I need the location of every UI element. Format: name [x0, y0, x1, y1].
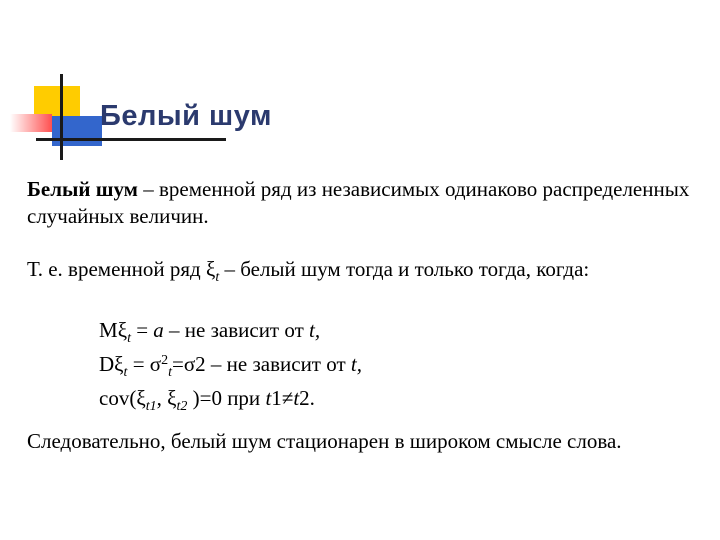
formula-var-equals2: =	[172, 352, 184, 376]
condition-text-after: – белый шум тогда и только тогда, когда:	[219, 257, 590, 281]
formula-cov-t1: t	[265, 386, 272, 410]
formula-mean	[99, 318, 320, 347]
definition-term: Белый шум	[27, 177, 138, 201]
formula-cov-sep: ,	[156, 386, 168, 410]
formula-variance	[99, 352, 362, 381]
formula-cov-xi2: ξ	[167, 386, 177, 410]
formula-cov-sub2-t: t	[176, 399, 181, 414]
formula-var-xi: ξ	[114, 352, 124, 376]
title-ornament-red-gradient	[10, 114, 52, 132]
title-ornament-horizontal-line	[36, 138, 226, 141]
formula-mean-var: t,	[309, 318, 321, 342]
definition-text: – временной ряд из независимых одинаково распределенных случайных величин.	[27, 177, 690, 228]
formula-var-sigma: σ	[149, 352, 162, 376]
formula-mean-subscript: t	[127, 331, 131, 346]
xi-symbol: ξ	[205, 257, 216, 281]
formula-cov-sub1-t: t	[145, 399, 150, 414]
formula-mean-operator: M	[99, 318, 118, 342]
formula-var-equals: =	[127, 352, 150, 376]
title-ornament-vertical-line	[60, 74, 63, 160]
formula-cov-n1: 1	[271, 386, 282, 410]
condition-text-before: Т. е. временной ряд	[27, 257, 206, 281]
xi-subscript: t	[215, 270, 220, 285]
formula-var-subscript: t	[123, 365, 128, 380]
formula-cov-close: )=0 при	[187, 386, 266, 410]
formula-mean-text: – не зависит от	[163, 318, 310, 342]
formula-cov-sub2	[176, 399, 187, 414]
definition-paragraph	[27, 176, 697, 230]
condition-paragraph	[27, 256, 697, 291]
formula-cov-sub1	[146, 399, 157, 414]
formula-mean-value: a	[153, 318, 164, 342]
slide-title: Белый шум	[100, 100, 272, 132]
formula-cov-t2: t	[293, 386, 300, 410]
formula-var-var: t,	[350, 352, 362, 376]
formula-cov-neq: ≠	[281, 386, 294, 410]
formula-cov-n2: 2	[299, 386, 310, 410]
formula-cov-xi1: ξ	[136, 386, 146, 410]
formula-cov-end: .	[309, 386, 315, 410]
formula-var-text: – не зависит от	[205, 352, 351, 376]
formula-covariance	[99, 386, 315, 415]
formula-cov-sub2-n: 2	[180, 399, 188, 414]
formula-var-sup2: 2	[195, 352, 206, 376]
formula-mean-equals: =	[130, 318, 154, 342]
formula-cov-sub1-n: 1	[149, 399, 157, 414]
formula-var-operator: D	[99, 352, 115, 376]
formula-var-sigma2: σ	[183, 352, 196, 376]
formula-var-sup: 2	[161, 353, 169, 368]
formula-cov-operator: cov(	[99, 386, 137, 410]
formula-var-sub2: t	[168, 365, 172, 380]
conclusion-paragraph: Следовательно, белый шум стационарен в широком смысле слова.	[27, 429, 622, 453]
formula-mean-xi: ξ	[117, 318, 128, 342]
